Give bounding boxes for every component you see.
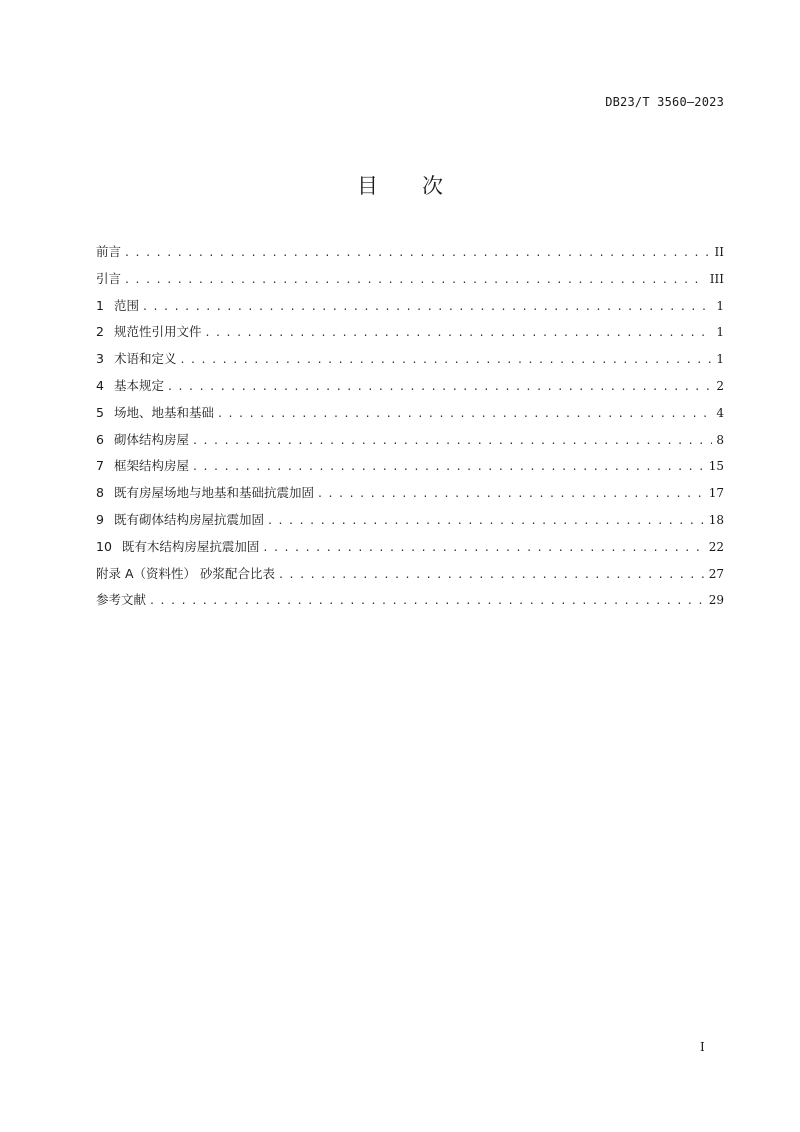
toc-entry-page: II: [714, 245, 724, 259]
toc-entry-label: 框架结构房屋: [113, 458, 189, 474]
toc-entry-timber-retrofit[interactable]: [96, 537, 724, 564]
toc-leader-dots: [180, 351, 712, 366]
toc-entry-normative-references[interactable]: [96, 322, 724, 349]
toc-entry-label: 基本规定: [113, 377, 164, 393]
toc-entry-bibliography[interactable]: [96, 590, 724, 617]
toc-entry-preface[interactable]: [96, 242, 724, 269]
toc-leader-dots: [263, 539, 704, 554]
toc-entry-page: 22: [708, 539, 724, 554]
toc-leader-dots: [193, 432, 712, 447]
toc-title: 目次: [357, 174, 487, 198]
toc-entry-page: 15: [708, 459, 724, 474]
toc-entry-number: 9: [96, 511, 104, 527]
toc-entry-label: 术语和定义: [113, 351, 177, 367]
toc-leader-dots: [125, 244, 711, 259]
toc-entry-frame-buildings[interactable]: [96, 456, 724, 483]
toc-entry-number: 4: [96, 377, 104, 393]
toc-leader-dots: [318, 485, 705, 500]
toc-entry-page: 1: [716, 298, 724, 313]
toc-entry-label: 既有砌体结构房屋抗震加固: [113, 511, 264, 527]
toc-leader-dots: [193, 458, 705, 473]
toc-entry-basic-rules[interactable]: [96, 376, 724, 403]
toc-entry-appendix-a[interactable]: [96, 564, 724, 591]
toc-entry-page: 4: [716, 405, 724, 420]
toc-entry-foundation-retrofit[interactable]: [96, 483, 724, 510]
toc-entry-label: 参考文献: [96, 592, 147, 608]
toc-entry-page: 17: [708, 486, 724, 501]
toc-leader-dots: [205, 324, 712, 339]
toc-leader-dots: [168, 378, 712, 393]
toc-entry-label: 场地、地基和基础: [113, 404, 214, 420]
toc-entry-label: 范围: [113, 297, 139, 313]
toc-entry-label: 附录 A（资料性） 砂浆配合比表: [96, 565, 275, 581]
toc-entry-label: 既有房屋场地与地基和基础抗震加固: [113, 485, 314, 501]
toc-leader-dots: [279, 566, 705, 581]
toc-entry-number: 10: [96, 538, 112, 554]
toc-entry-terms[interactable]: [96, 349, 724, 376]
toc-entry-masonry-buildings[interactable]: [96, 430, 724, 457]
toc-entry-page: 29: [708, 593, 724, 608]
toc-entry-masonry-retrofit[interactable]: [96, 510, 724, 537]
toc-leader-dots: [125, 271, 706, 286]
toc-leader-dots: [218, 405, 712, 420]
toc-entry-number: 5: [96, 404, 104, 420]
toc-entry-introduction[interactable]: [96, 269, 724, 296]
toc-entry-page: 2: [716, 378, 724, 393]
document-code: DB23/T 3560—2023: [605, 95, 724, 109]
toc-entry-number: 6: [96, 431, 104, 447]
toc-entry-label: 引言: [96, 270, 122, 286]
toc-entry-page: III: [709, 271, 724, 286]
toc-entry-label: 前言: [96, 244, 122, 259]
toc-entry-scope[interactable]: [96, 296, 724, 323]
toc-entry-page: 1: [716, 352, 724, 367]
toc-entry-site-foundation[interactable]: [96, 403, 724, 430]
toc-leader-dots: [150, 592, 705, 607]
toc-entry-page: 1: [716, 325, 724, 340]
toc-entry-label: 规范性引用文件: [113, 324, 202, 340]
toc-entry-page: 18: [708, 512, 724, 527]
toc-entry-number: 3: [96, 351, 104, 367]
toc-entry-label: 砌体结构房屋: [113, 431, 189, 447]
toc-entry-number: 2: [96, 324, 104, 340]
toc-entry-number: 1: [96, 297, 104, 313]
toc-entry-number: 8: [96, 485, 104, 501]
toc-leader-dots: [143, 298, 712, 313]
table-of-contents: [96, 242, 724, 617]
toc-entry-number: 7: [96, 458, 104, 474]
page-number: I: [700, 1040, 705, 1054]
toc-entry-page: 27: [708, 566, 724, 581]
toc-entry-page: 8: [716, 432, 724, 447]
toc-entry-label: 既有木结构房屋抗震加固: [121, 538, 260, 554]
toc-leader-dots: [268, 512, 705, 527]
